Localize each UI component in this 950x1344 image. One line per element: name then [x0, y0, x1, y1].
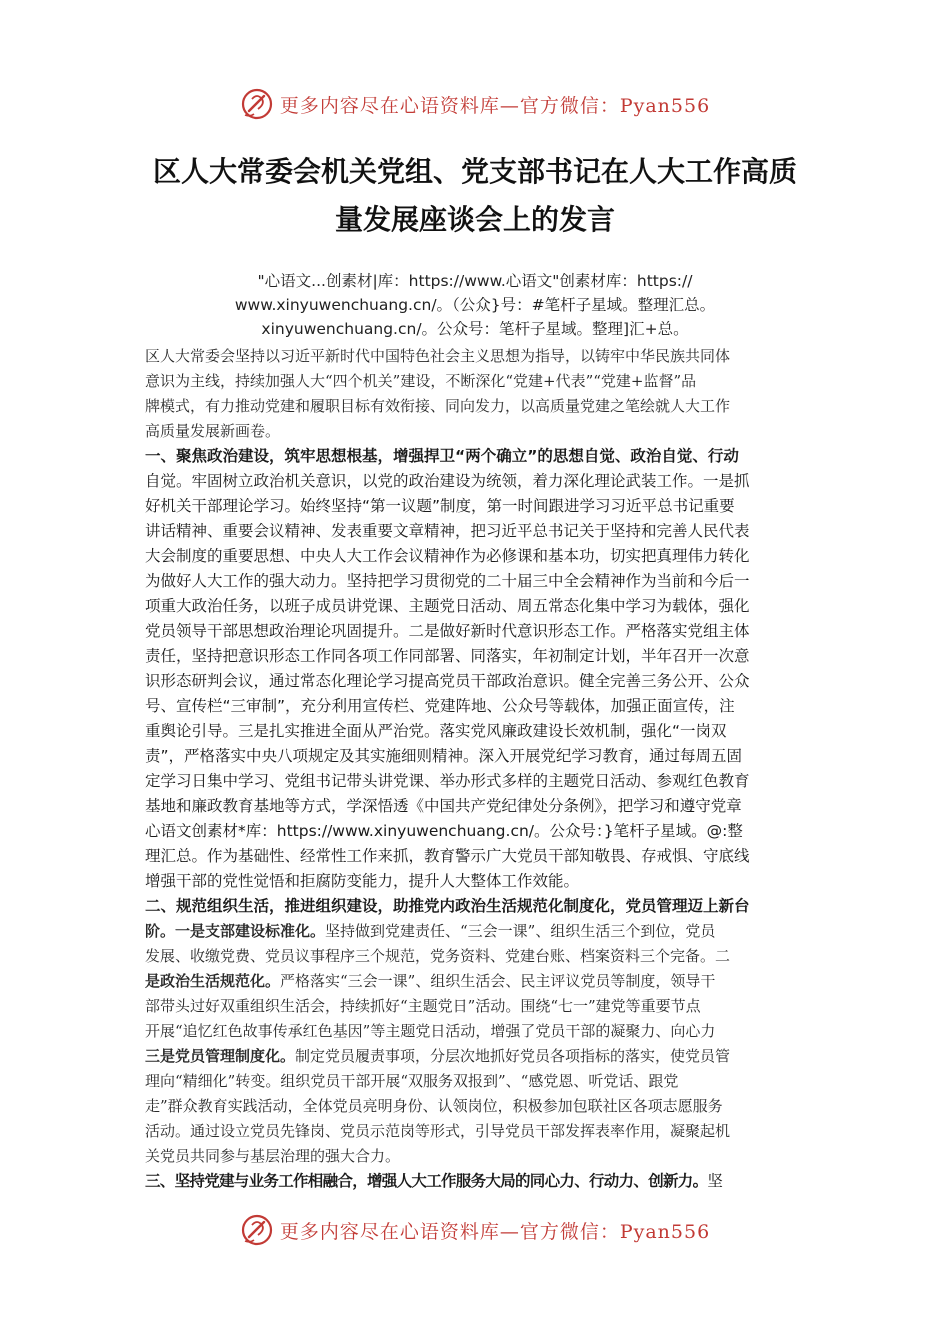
source-line-1: "心语文...创素材|库：https://www.心语文"创素材库：https://	[257, 272, 693, 290]
section-2-line: 开展“追忆红色故事传承红色基因”等主题党日活动，增强了党员干部的凝聚力、向心力	[145, 1022, 716, 1040]
section-2-line: 活动。通过设立党员先锋岗、党员示范岗等形式，引导党员干部发挥表率作用，凝聚起机	[145, 1122, 731, 1140]
section-1-line: 大会制度的重要思想、中央人大工作会议精神作为必修课和基本功，切实把真理伟力转化	[145, 547, 750, 565]
section-2-line	[145, 1044, 815, 1069]
section-1-line: 增强干部的党性觉悟和拒腐防变能力，提升人大整体工作效能。	[145, 872, 580, 890]
section-2-line	[145, 919, 815, 944]
title-line-1: 区人大常委会机关党组、党支部书记在人大工作高质	[152, 155, 797, 188]
section-3-heading: 三、坚持党建与业务工作相融合，增强人大工作服务大局的同心力、行动力、创新力。	[145, 1172, 708, 1190]
section-2-line: 理向“精细化”转变。组织党员干部开展“双服务双报到”、“感党恩、听党话、跟党	[145, 1072, 679, 1090]
intro-line: 区人大常委会坚持以习近平新时代中国特色社会主义思想为指导，以铸牢中华民族共同体	[145, 347, 731, 365]
section-1-line: 基地和廉政教育基地等方式，学深悟透《中国共产党纪律处分条例》，把学习和遵守党章	[145, 797, 742, 815]
title-line-2: 量发展座谈会上的发言	[334, 203, 615, 236]
section-1-line: 好机关干部理论学习。始终坚持“第一议题”制度，第一时间跟进学习习近平总书记重要	[145, 497, 735, 515]
section-1-line: 定学习日集中学习、党组书记带头讲党课、举办形式多样的主题党日活动、参观红色教育	[145, 772, 750, 790]
section-1-line: 为做好人大工作的强大动力。坚持把学习贯彻党的二十届三中全会精神作为当前和今后一	[145, 572, 750, 590]
section-1-line: 号、宣传栏“三审制”，充分利用宣传栏、党建阵地、公众号等载体，加强正面宣传，注	[145, 697, 735, 715]
header-banner	[0, 84, 950, 124]
section-2-line: 部带头过好双重组织生活会，持续抓好“主题党日”活动。围绕“七一”建党等重要节点	[145, 997, 701, 1015]
section-2-lead-2: 是政治生活规范化。	[145, 972, 281, 990]
section-1-line: 自觉。牢固树立政治机关意识，以党的政治建设为统领，着力深化理论武装工作。一是抓	[145, 472, 750, 490]
footer-banner	[0, 1210, 950, 1250]
intro-line: 牌模式，有力推动党建和履职目标有效衔接、同向发力，以高质量党建之笔绘就人大工作	[145, 397, 731, 415]
section-1-line: 识形态研判会议，通过常态化理论学习提高党员干部政治意识。健全完善三务公开、公众	[145, 672, 750, 690]
section-2-text-1: 坚持做到党建责任、“三会一课”、组织生活三个到位，党员	[325, 922, 716, 940]
section-1-line: 项重大政治任务，以班子成员讲党课、主题党日活动、周五常态化集中学习为载体，强化	[145, 597, 750, 615]
section-1-line: 讲话精神、重要会议精神、发表重要文章精神，把习近平总书记关于坚持和完善人民代表	[145, 522, 750, 540]
section-2-line: 走”群众教育实践活动，全体党员亮明身份、认领岗位，积极参加包联社区各项志愿服务	[145, 1097, 723, 1115]
section-3-text: 坚	[707, 1172, 723, 1190]
banner-text: 更多内容尽在心语资料库—官方微信：Pyan556	[279, 94, 711, 117]
section-2-heading: 二、规范组织生活，推进组织建设，助推党内政治生活规范化制度化，党员管理迈上新台	[145, 897, 750, 915]
section-1-heading: 一、聚焦政治建设，筑牢思想根基，增强捍卫“两个确立”的思想自觉、政治自觉、行动	[145, 447, 739, 465]
source-line-2: www.xinyuwenchuang.cn/。（公众}号：#笔杆子星域。整理汇总。	[234, 296, 716, 314]
section-3-line	[145, 1169, 815, 1194]
section-2-line: 发展、收缴党费、党员议事程序三个规范，党务资料、党建台账、档案资料三个完备。二	[145, 947, 731, 965]
section-1-line: 责任，坚持把意识形态工作同各项工作同部署、同落实，年初制定计划，半年召开一次意	[145, 647, 750, 665]
section-1-line: 党员领导干部思想政治理论巩固提升。二是做好新时代意识形态工作。严格落实党组主体	[145, 622, 750, 640]
document-body	[145, 344, 815, 1194]
intro-line: 高质量发展新画卷。	[145, 422, 281, 440]
brand-logo-icon	[240, 1213, 274, 1247]
section-1-line: 心语文创素材*库：https://www.xinyuwenchuang.cn/。公众号：}笔杆子星域。@:整	[145, 822, 743, 840]
banner-text: 更多内容尽在心语资料库—官方微信：Pyan556	[279, 1220, 711, 1243]
document-title	[140, 148, 810, 244]
section-2-text-3: 制定党员履责事项，分层次地抓好党员各项指标的落实，使党员管	[295, 1047, 731, 1065]
section-2-lead-3: 三是党员管理制度化。	[145, 1047, 296, 1065]
section-1-line: 责”，严格落实中央八项规定及其实施细则精神。深入开展党纪学习教育，通过每周五固	[145, 747, 743, 765]
source-line-3: xinyuwenchuang.cn/。公众号：笔杆子星域。整理]汇+总。	[261, 320, 689, 338]
section-2-line: 关党员共同参与基层治理的强大合力。	[145, 1147, 401, 1165]
intro-line: 意识为主线，持续加强人大“四个机关”建设，不断深化“党建+代表”“党建+监督”品	[145, 372, 697, 390]
section-2-lead-1: 阶。一是支部建设标准化。	[145, 922, 326, 940]
section-2-line	[145, 969, 815, 994]
source-note	[170, 269, 780, 341]
brand-logo-icon	[240, 87, 274, 121]
section-1-line: 理汇总。作为基础性、经常性工作来抓，教育警示广大党员干部知敬畏、存戒惧、守底线	[145, 847, 750, 865]
section-2-text-2: 严格落实“三会一课”、组织生活会、民主评议党员等制度，领导干	[280, 972, 716, 990]
section-1-line: 重舆论引导。三是扎实推进全面从严治党。落实党风廉政建设长效机制，强化“一岗双	[145, 722, 727, 740]
